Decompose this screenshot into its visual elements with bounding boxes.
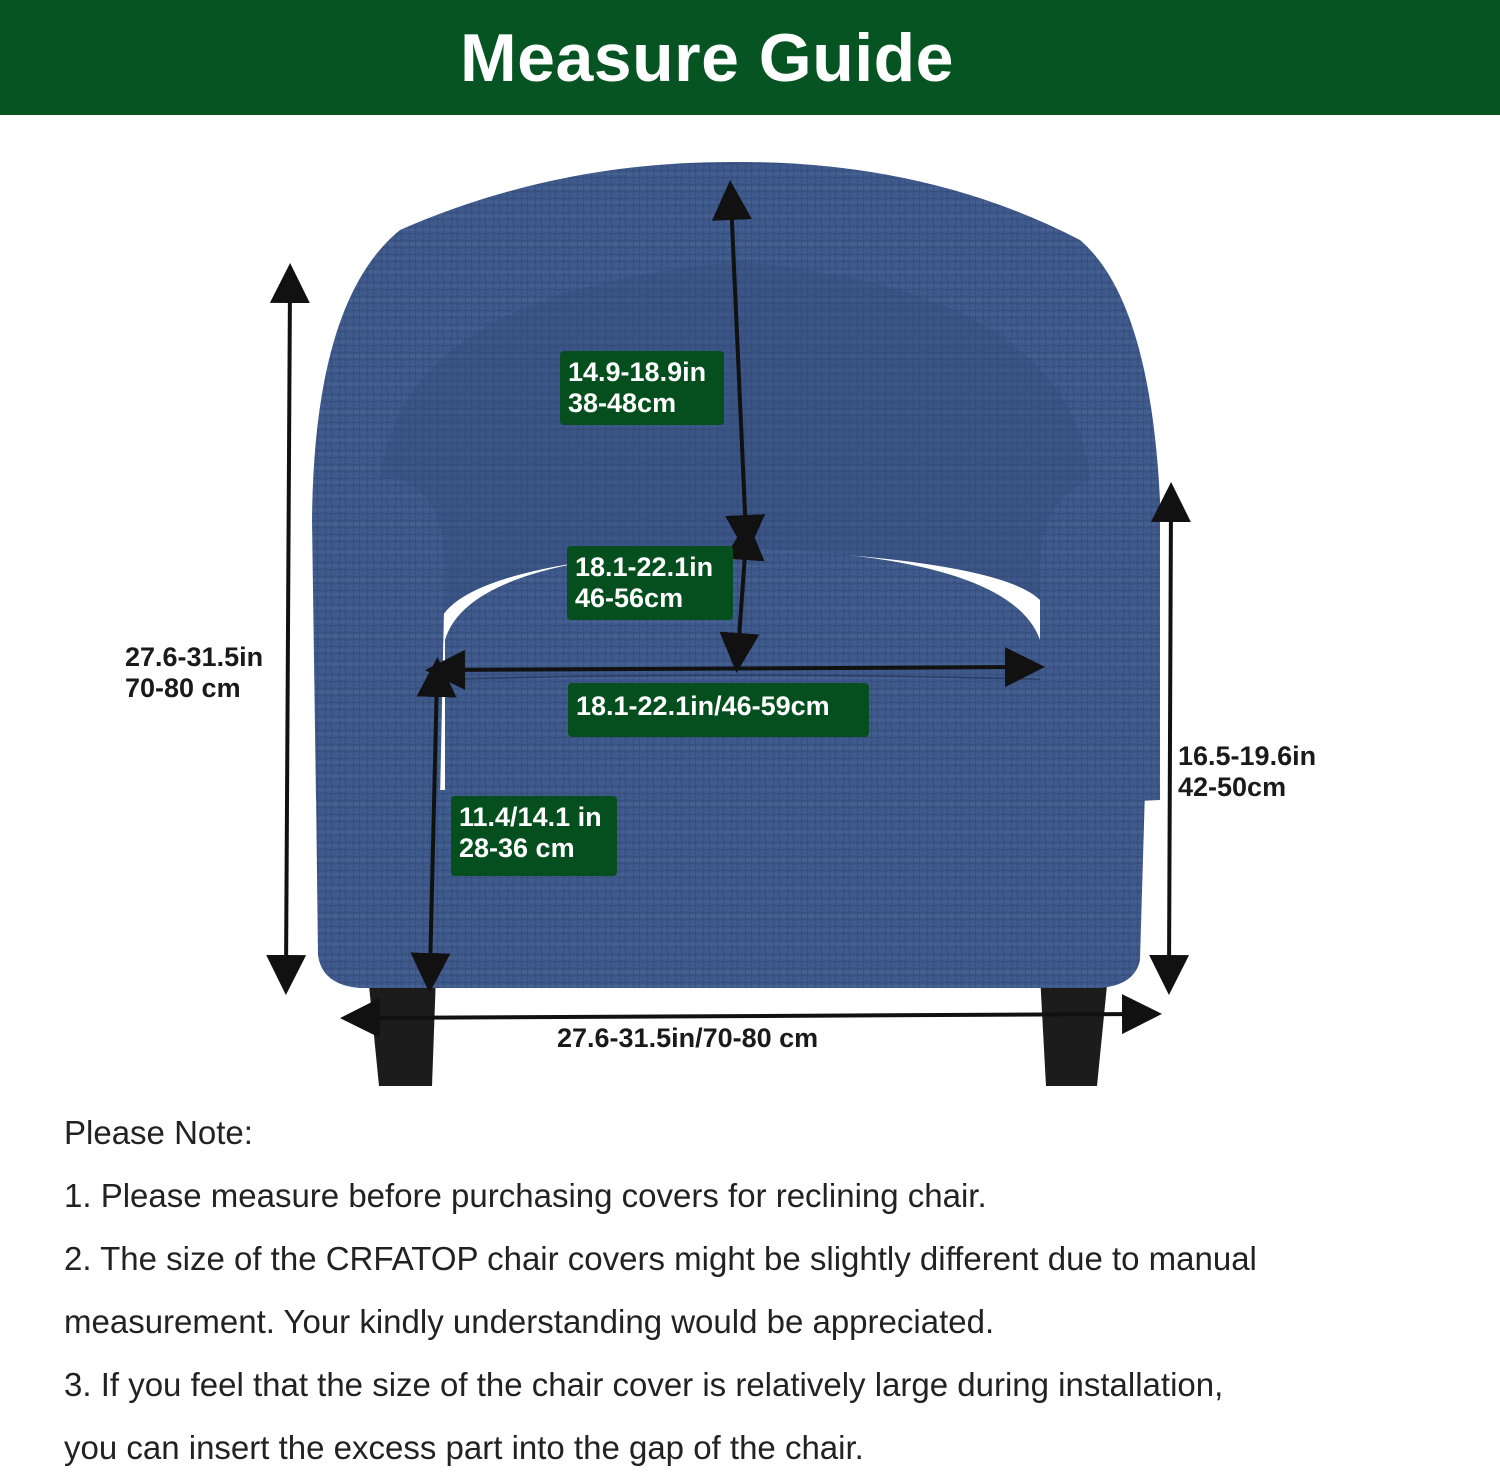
right-arm [1040, 478, 1160, 805]
total-height-line [286, 283, 290, 975]
seat-height-label [451, 796, 617, 876]
notes-section [64, 1101, 1464, 1479]
seat-depth-in: 18.1-22.1in [575, 552, 714, 582]
total-width-label [557, 1023, 818, 1054]
seat-width-label [568, 683, 869, 737]
chair-base [316, 790, 1145, 988]
arm-height-label [1178, 741, 1316, 803]
total-width-line [360, 1014, 1142, 1018]
back-height-cm: 38-48cm [568, 388, 677, 418]
left-arm [316, 478, 445, 800]
total-height-label [125, 642, 263, 704]
note-line-2b: measurement. Your kindly understanding would be appreciated. [64, 1303, 995, 1340]
arm-height-cm: 42-50cm [1178, 772, 1287, 802]
front-right-leg [1040, 975, 1108, 1086]
arm-height-line [1169, 502, 1171, 975]
page-title: Measure Guide [460, 19, 954, 96]
note-line-2a: 2. The size of the CRFATOP chair covers might be slightly different due to manual [64, 1240, 1257, 1277]
seat-depth-label [567, 546, 733, 620]
seat-height-in: 11.4/14.1 in [459, 802, 602, 832]
seat-width-value: 18.1-22.1in/46-59cm [576, 691, 830, 721]
total-width-value: 27.6-31.5in/70-80 cm [557, 1023, 819, 1053]
back-height-label [560, 351, 724, 425]
total-height-cm: 70-80 cm [125, 673, 241, 703]
seat-depth-cm: 46-56cm [575, 583, 684, 613]
note-line-3b: you can insert the excess part into the gap of the chair. [64, 1429, 864, 1466]
back-height-in: 14.9-18.9in [568, 357, 707, 387]
front-left-leg [368, 975, 436, 1086]
arm-height-in: 16.5-19.6in [1178, 741, 1317, 771]
note-line-1: 1. Please measure before purchasing covers for reclining chair. [64, 1177, 987, 1214]
seat-height-cm: 28-36 cm [459, 833, 575, 863]
note-line-3a: 3. If you feel that the size of the chair cover is relatively large during installation, [64, 1366, 1224, 1403]
notes-heading: Please Note: [64, 1114, 253, 1151]
total-height-in: 27.6-31.5in [125, 642, 264, 672]
